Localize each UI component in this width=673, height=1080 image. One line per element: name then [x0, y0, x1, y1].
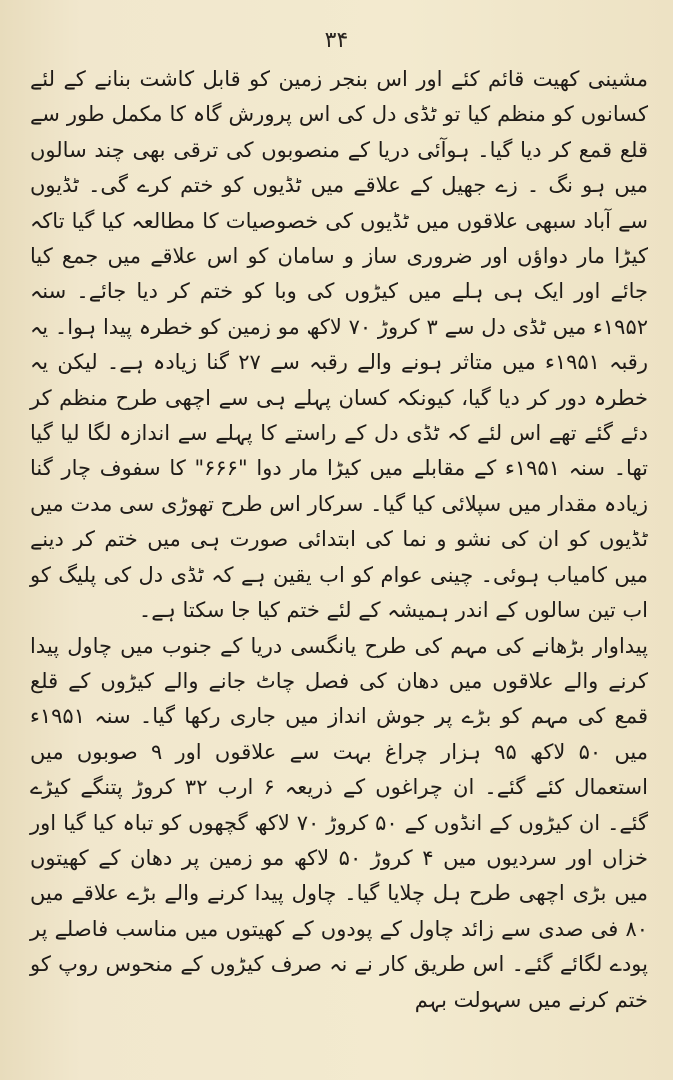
paragraph-2: پیداوار بڑھانے کی مہم کی طرح یانگسی دریا کے جنوب میں چاول پیدا کرنے والے علاقوں میں دھان کی فصل چاٹ جانے والے کیڑوں کے قلع قمع کی مہم کو بڑے پر جوش انداز میں جاری رکھا گیا۔ سنہ ۱۹۵۱ء میں ۵۰ لاکھ ۹۵ ہزار چراغ بہت سے علاقوں اور ۹ صوبوں میں استعمال کئے گئے۔ ان چراغوں کے ذریعہ ۶ ارب ۳۲ کروڑ پتنگے کیڑے گئے۔ ان کیڑوں کے انڈوں کے ۵۰ کروڑ ۷۰ لاکھ گچھوں کو تباہ کیا گیا اور خزاں اور سردیوں میں ۴ کروڑ ۵۰ لاکھ مو زمین پر دھان کے کھیتوں میں بڑی اچھی طرح ہل چلایا گیا۔ چاول پیدا کرنے والے بڑے علاقے میں ۸۰ فی صدی سے زائد چاول کے پودوں کے کھیتوں میں مناسب فاصلے پر پودے لگائے گئے۔ اس طریق کار نے نہ صرف کیڑوں کے منحوس روپ کو ختم کرنے میں سہولت بہم — [30, 633, 649, 1012]
body-text — [30, 62, 648, 1018]
paragraph-1: مشینی کھیت قائم کئے اور اس بنجر زمین کو قابل کاشت بنانے کے لئے کسانوں کو منظم کیا تو ٹڈی دل کی اس پرورش گاہ کا مکمل طور سے قلع قمع کر دیا گیا۔ ہوآئی دریا کے منصوبوں کی ترقی بھی چند سالوں میں ہو نگ ۔ زے جھیل کے علاقے میں ٹڈیوں کو ختم کرے گی۔ ٹڈیوں سے آباد سبھی علاقوں میں ٹڈیوں کی خصوصیات کا مطالعہ کیا گیا تاکہ کیڑا مار دواؤں اور ضروری ساز و سامان کو اس علاقے میں جمع کیا جائے اور ایک ہی ہلے میں کیڑوں کی وبا کو ختم کر دیا جائے۔ سنہ ۱۹۵۲ء میں ٹڈی دل سے ۳ کروڑ ۷۰ لاکھ مو زمین کو خطرہ پیدا ہوا۔ یہ رقبہ ۱۹۵۱ء میں متاثر ہونے والے رقبہ سے ۲۷ گنا زیادہ ہے۔ لیکن یہ خطرہ دور کر دیا گیا، کیونکہ کسان پہلے ہی سے اچھی طرح منظم کر دئے گئے تھے اس لئے کہ ٹڈی دل کے راستے کا پہلے سے اندازہ لگا لیا گیا تھا۔ سنہ ۱۹۵۱ء کے مقابلے میں کیڑا مار دوا "۶۶۶" کا سفوف چار گنا زیادہ مقدار میں سپلائی کیا گیا۔ سرکار اس طرح تھوڑی سی مدت میں ٹڈیوں کو ان کی نشو و نما کی ابتدائی صورت ہی میں ختم کر دینے میں کامیاب ہوئی۔ چینی عوام کو اب یقین ہے کہ ٹڈی دل کی پلیگ کو اب تین سالوں کے اندر ہمیشہ کے لئے ختم کیا جا سکتا ہے۔ — [30, 67, 649, 623]
page-number: ۳۴ — [324, 28, 349, 53]
